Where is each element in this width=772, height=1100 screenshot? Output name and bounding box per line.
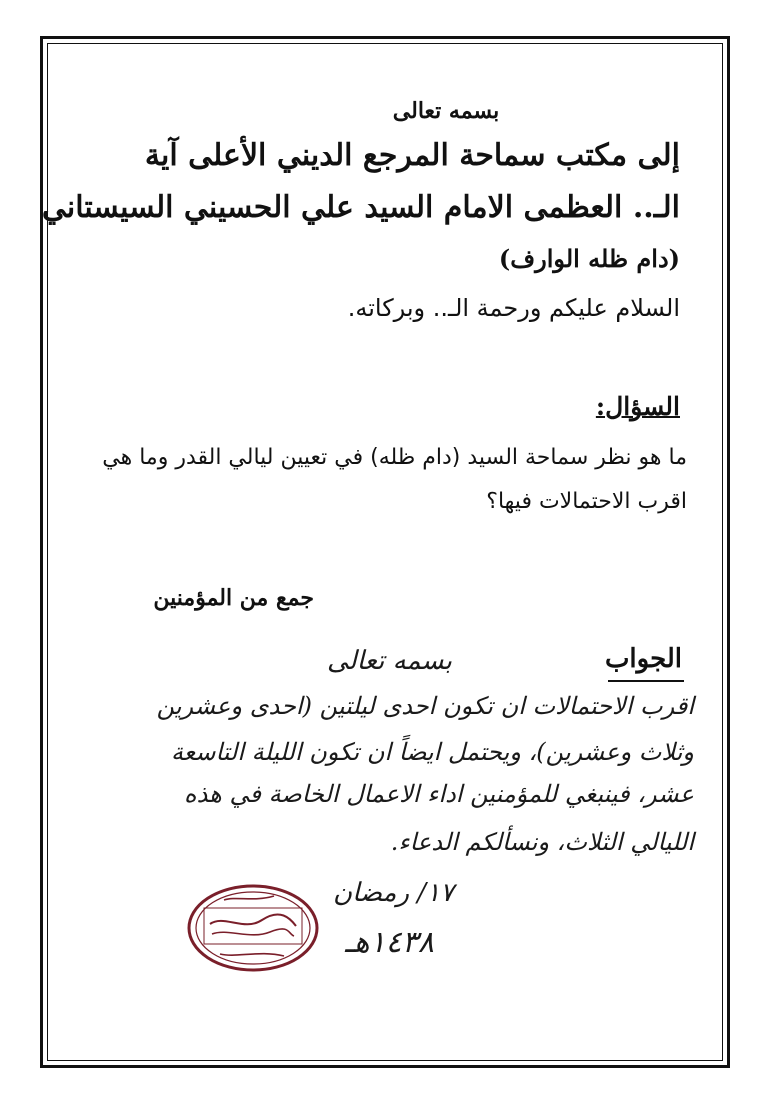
answer-date-year: ١٤٣٨هـ	[344, 925, 434, 960]
recipient-line-2: الـ.. العظمى الامام السيد علي الحسيني السيستاني	[41, 190, 680, 225]
header-basmala: بسمه تعالى	[392, 98, 500, 124]
answer-label-underline	[608, 680, 684, 682]
question-text: ما هو نظر سماحة السيد (دام ظله) في تعيين ليالي القدر وما هي اقرب الاحتمالات فيها؟	[102, 445, 687, 514]
question-label: السؤال:	[595, 392, 680, 421]
recipient-line-1: إلى مكتب سماحة المرجع الديني الأعلى آية	[144, 138, 680, 173]
askers-signature: جمع من المؤمنين	[153, 585, 314, 611]
answer-label: الجواب	[604, 644, 682, 674]
answer-basmala: بسمه تعالى	[327, 646, 452, 676]
office-seal-stamp	[184, 878, 322, 974]
answer-line: الليالي الثلاث، ونسألكم الدعاء.	[390, 828, 694, 856]
answer-line: وثلاث وعشرين)، ويحتمل ايضاً ان تكون الليلة التاسعة	[170, 738, 694, 766]
answer-line: اقرب الاحتمالات ان تكون احدى ليلتين (احدى وعشرين	[156, 692, 694, 720]
recipient-line-3: (دام ظله الوارف)	[498, 244, 680, 273]
greeting: السلام عليكم ورحمة الـ.. وبركاته.	[347, 294, 680, 322]
answer-line: عشر، فينبغي للمؤمنين اداء الاعمال الخاصة في هذه	[184, 780, 694, 808]
answer-date-day: ١٧/ رمضان	[332, 878, 454, 908]
